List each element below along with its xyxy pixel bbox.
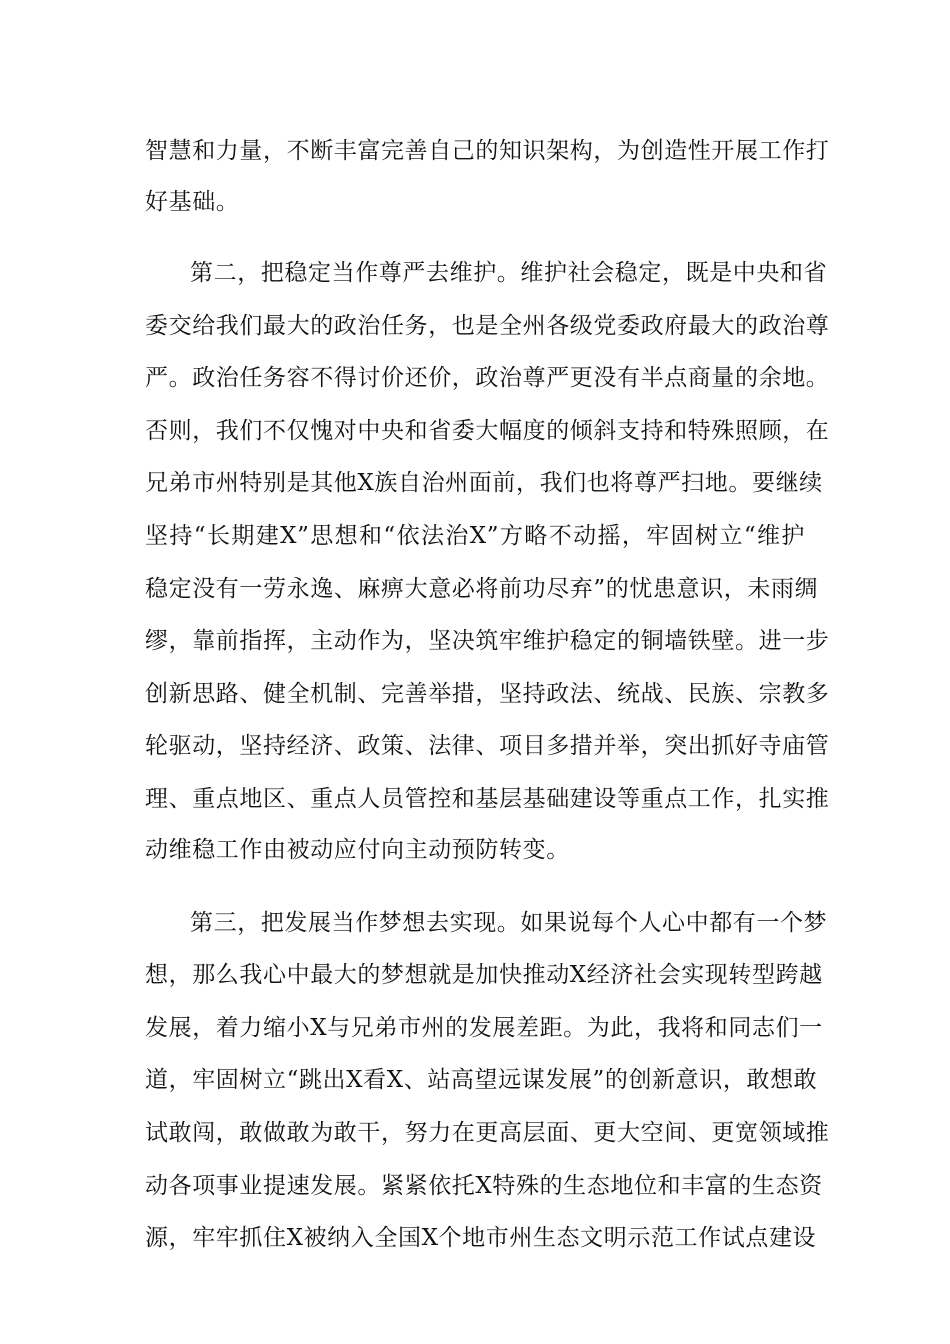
paragraph-3-line-7: 源，牢牢抓住X被纳入全国X个地市州生态文明示范工作试点建设 (145, 1225, 817, 1251)
paragraph-2-line-11: 理、重点地区、重点人员管控和基层基础建设等重点工作，扎实推 (145, 786, 830, 812)
paragraph-3-line-2: 想，那么我心中最大的梦想就是加快推动X经济社会实现转型跨越 (145, 962, 823, 988)
paragraph-2-line-5: 兄弟市州特别是其他X族自治州面前，我们也将尊严扫地。要继续 (145, 470, 823, 496)
paragraph-2-line-6: 坚持“长期建X”思想和“依法治X”方略不动摇，牢固树立“维护 (145, 523, 805, 549)
paragraph-3-line-1: 第三，把发展当作梦想去实现。如果说每个人心中都有一个梦 (190, 910, 828, 936)
paragraph-2-line-1: 第二，把稳定当作尊严去维护。维护社会稳定，既是中央和省 (190, 260, 828, 286)
paragraph-2-line-2: 委交给我们最大的政治任务，也是全州各级党委政府最大的政治尊 (145, 313, 830, 339)
paragraph-2-line-10: 轮驱动，坚持经济、政策、法律、项目多措并举，突出抓好寺庙管 (145, 733, 830, 759)
paragraph-2-line-8: 缪，靠前指挥，主动作为，坚决筑牢维护稳定的铜墙铁壁。进一步 (145, 628, 830, 654)
paragraph-2-line-4: 否则，我们不仅愧对中央和省委大幅度的倾斜支持和特殊照顾，在 (145, 418, 830, 444)
paragraph-2-line-9: 创新思路、健全机制、完善举措，坚持政法、统战、民族、宗教多 (145, 681, 830, 707)
paragraph-2-line-7: 稳定没有一劳永逸、麻痹大意必将前功尽弃”的忧患意识，未雨绸 (145, 576, 819, 602)
paragraph-3-line-4: 道，牢固树立“跳出X看X、站高望远谋发展”的创新意识，敢想敢 (145, 1067, 818, 1093)
paragraph-3-line-3: 发展，着力缩小X与兄弟市州的发展差距。为此，我将和同志们一 (145, 1015, 823, 1041)
paragraph-2-line-3: 严。政治任务容不得讨价还价，政治尊严更没有半点商量的余地。 (145, 365, 830, 391)
paragraph-2-line-12: 动维稳工作由被动应付向主动预防转变。 (145, 837, 570, 863)
paragraph-3-line-6: 动各项事业提速发展。紧紧依托X特殊的生态地位和丰富的生态资 (145, 1173, 823, 1199)
paragraph-1-line-1: 智慧和力量，不断丰富完善自己的知识架构，为创造性开展工作打 (145, 138, 830, 164)
paragraph-1-line-2: 好基础。 (145, 189, 240, 215)
paragraph-3-line-5: 试敢闯，敢做敢为敢干，努力在更高层面、更大空间、更宽领域推 (145, 1120, 830, 1146)
